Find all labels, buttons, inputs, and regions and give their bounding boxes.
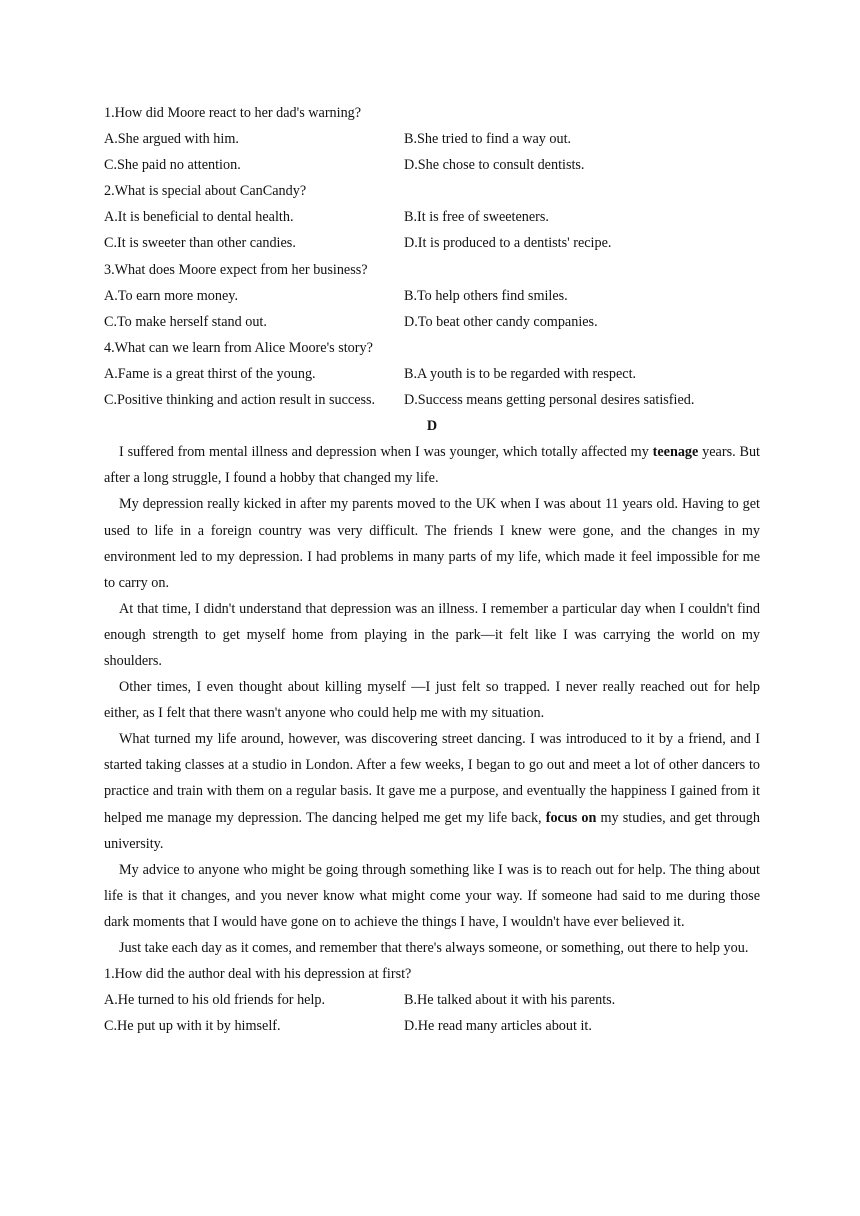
paragraph-text: years. But after a long struggle, I found a hobby that changed my life. [104, 444, 760, 487]
section-heading: D [426, 418, 438, 435]
bold-term: focus on [545, 809, 597, 826]
option-row [104, 987, 760, 1013]
option-a: A.Fame is a great thirst of the young. [104, 365, 316, 382]
question-block [104, 178, 760, 256]
option-row [104, 309, 760, 335]
paragraph-text: I suffered from mental illness and depression when I was younger, which totally affected my [119, 444, 653, 461]
option-d: D.She chose to consult dentists. [404, 157, 585, 174]
option-b: B.A youth is to be regarded with respect. [404, 365, 637, 382]
question-text: 1.How did the author deal with his depression at first? [104, 966, 412, 983]
paragraph-4: Other times, I even thought about killing myself —I just felt so trapped. I never really reached out for help either, as I felt that there wasn't anyone who could help me with my situation. [104, 679, 760, 722]
question-block [104, 961, 760, 1039]
option-a: A.To earn more money. [104, 287, 239, 304]
option-d: D.It is produced to a dentists' recipe. [404, 235, 612, 252]
paragraph-7: Just take each day as it comes, and remember that there's always someone, or something, out there to help you. [119, 940, 749, 956]
option-row [104, 152, 760, 178]
bold-term: teenage [652, 444, 699, 461]
option-b: B.She tried to find a way out. [404, 131, 572, 148]
option-a: A.She argued with him. [104, 131, 239, 148]
option-row [104, 230, 760, 256]
paragraph-text: my studies, and get through university. [104, 809, 760, 852]
option-d: D.To beat other candy companies. [404, 313, 598, 330]
option-row [104, 204, 760, 230]
question-text: 2.What is special about CanCandy? [104, 183, 307, 200]
question-block [104, 100, 760, 178]
option-d: D.Success means getting personal desires satisfied. [404, 392, 695, 409]
paragraph-5 [104, 726, 760, 856]
question-block [104, 335, 760, 413]
paragraph-2: My depression really kicked in after my parents moved to the UK when I was about 11 years old. Having to get used to life in a foreign country was very difficult. The friends I knew were gone, and the changes in my environment led to my depression. I had problems in many parts of my life, which made it feel impossible for me to carry on. [104, 496, 760, 591]
paragraph-6: My advice to anyone who might be going through something like I was is to reach out for help. The thing about life is that it changes, and you never know what might come your way. If someone had said to me during those dark moments that I would have gone on to achieve the things I have, I wouldn't have ever believed it. [104, 861, 760, 930]
option-a: A.He turned to his old friends for help. [104, 992, 326, 1009]
paragraph-3: At that time, I didn't understand that depression was an illness. I remember a particular day when I couldn't find enough strength to get myself home from playing in the park—it felt like I was carrying the world on my shoulders. [104, 600, 760, 669]
option-row [104, 1013, 760, 1039]
option-d: D.He read many articles about it. [404, 1018, 592, 1035]
document-page [104, 100, 760, 1039]
question-text: 4.What can we learn from Alice Moore's story? [104, 339, 373, 356]
option-c: C.To make herself stand out. [104, 313, 267, 330]
option-row [104, 387, 760, 413]
option-a: A.It is beneficial to dental health. [104, 209, 294, 226]
option-row [104, 126, 760, 152]
option-b: B.To help others find smiles. [404, 287, 568, 304]
question-text: 3.What does Moore expect from her business? [104, 261, 368, 278]
option-b: B.He talked about it with his parents. [404, 992, 616, 1009]
option-c: C.He put up with it by himself. [104, 1018, 281, 1035]
option-row [104, 361, 760, 387]
question-text: 1.How did Moore react to her dad's warning? [104, 105, 362, 121]
option-c: C.Positive thinking and action result in success. [104, 392, 376, 409]
option-c: C.It is sweeter than other candies. [104, 235, 296, 252]
option-b: B.It is free of sweeteners. [404, 209, 549, 226]
question-block [104, 257, 760, 335]
paragraph-1 [104, 439, 760, 491]
option-c: C.She paid no attention. [104, 157, 241, 174]
option-row [104, 283, 760, 309]
paragraph-text: What turned my life around, however, was discovering street dancing. I was introduced to it by a friend, and I started taking classes at a studio in London. After a few weeks, I began to go out and meet a lot of other dancers to practice and train with them on a regular basis. It gave me a purpose, and eventually the happiness I gained from it helped me manage my depression. The dancing helped me get my life back, [104, 731, 760, 826]
